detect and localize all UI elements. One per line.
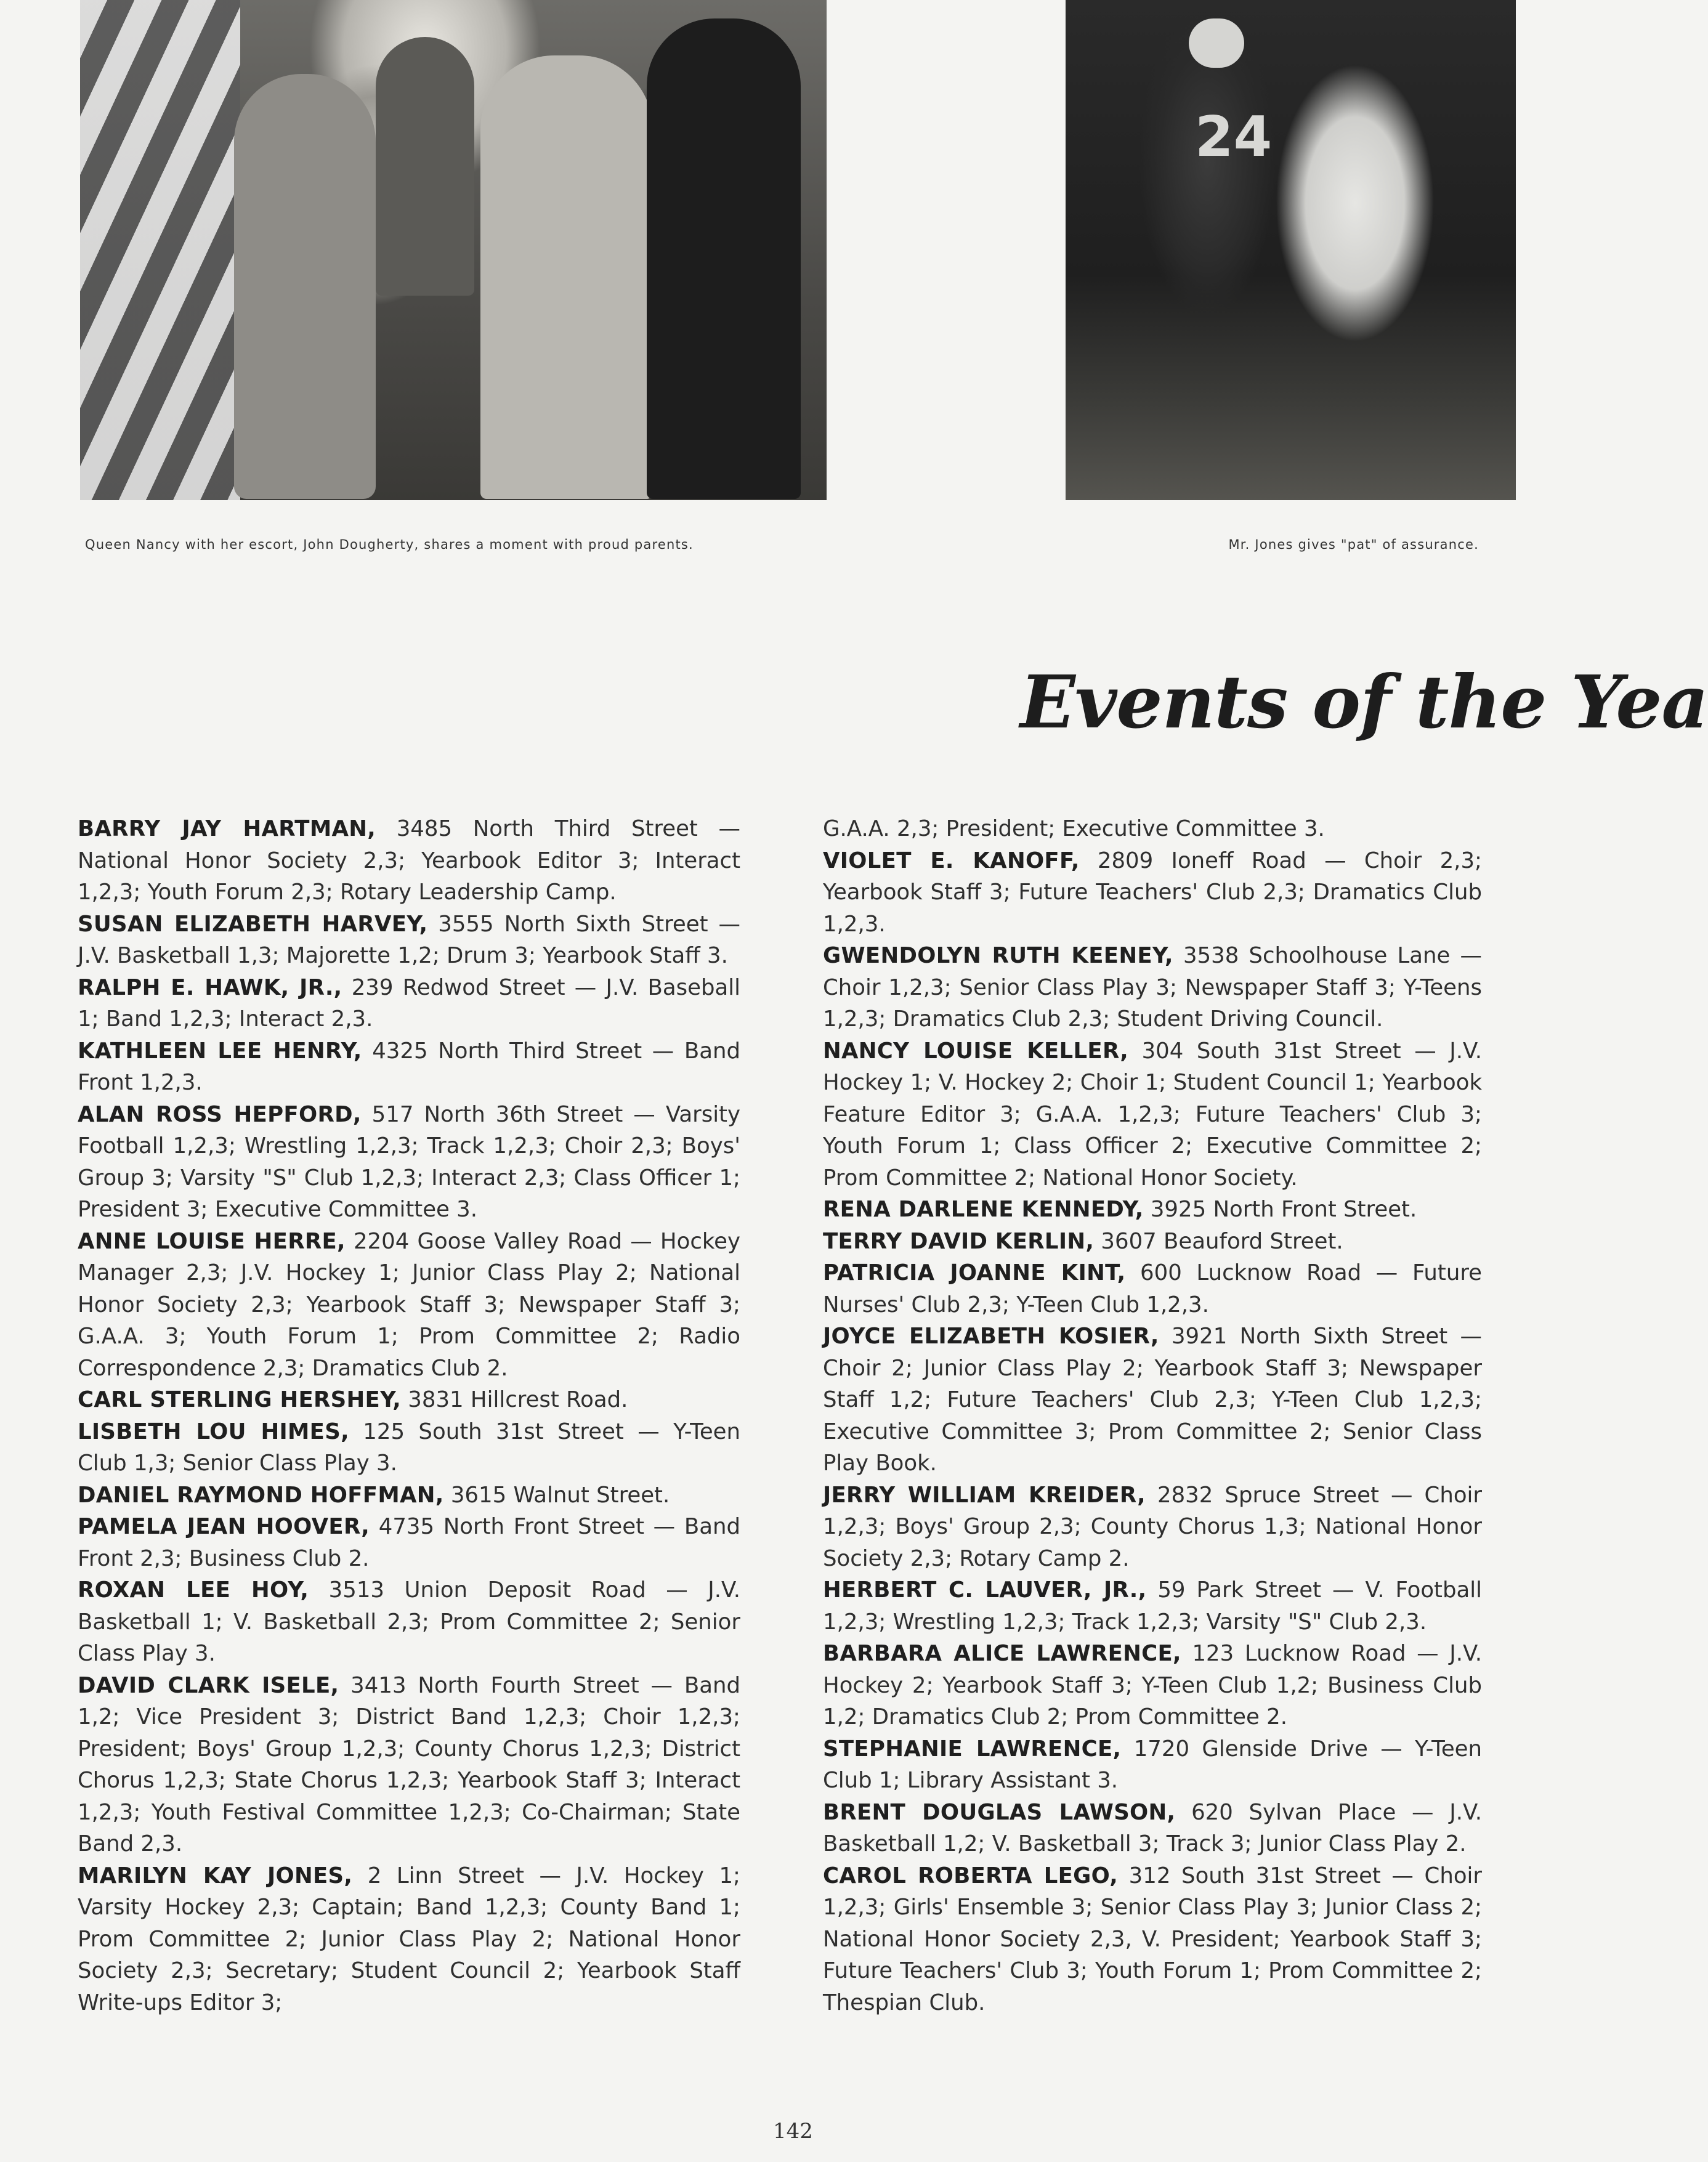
senior-entry [78,1574,740,1670]
senior-details: 517 North 36th Street — Varsity Football 1,2,3; Wrestling 1,2,3; Track 1,2,3; Choir 2,3; Boys' Group 3; Varsity "S" Club 1,2,3; Interact 2,3; Class Officer 1; President 3; Executive Committee 3. [78,1101,740,1222]
figure-queen [234,74,376,499]
senior-name: ANNE LOUISE HERRE, [78,1228,346,1254]
senior-details: 3555 North Sixth Street — J.V. Basketball 1,3; Majorette 1,2; Drum 3; Yearbook Staff 3. [78,911,741,968]
senior-name: BARBARA ALICE LAWRENCE, [823,1641,1181,1666]
senior-name: RALPH E. HAWK, JR., [78,974,342,1000]
senior-details: 2204 Goose Valley Road — Hockey Manager 2,3; J.V. Hockey 1; Junior Class Play 2; National Honor Society 2,3; Yearbook Staff 3; Newspaper Staff 3; G.A.A. 3; Youth Forum 1; Prom Committee 2; Radio Correspondence 2,3; Dramatics Club 2. [78,1228,740,1381]
senior-entry [823,1226,1482,1258]
senior-details: 4325 North Third Street — Band Front 1,2,3. [78,1038,740,1095]
senior-name: PATRICIA JOANNE KINT, [823,1260,1126,1285]
helmet [1189,18,1244,68]
senior-name: BRENT DOUGLAS LAWSON, [823,1799,1176,1825]
jersey-number: 24 [1195,105,1273,169]
senior-name: SUSAN ELIZABETH HARVEY, [78,911,428,937]
senior-name: VIOLET E. KANOFF, [823,848,1080,873]
senior-details: 2832 Spruce Street — Choir 1,2,3; Boys' Group 2,3; County Chorus 1,3; National Honor Society 2,3; Rotary Camp 2. [823,1482,1482,1571]
senior-details: 123 Lucknow Road — J.V. Hockey 2; Yearbook Staff 3; Y-Teen Club 1,2; Business Club 1,2; Dramatics Club 2; Prom Committee 2. [823,1641,1482,1730]
senior-details: 4735 North Front Street — Band Front 2,3; Business Club 2. [78,1514,740,1571]
senior-entry [823,1860,1482,2019]
senior-entry [78,1099,740,1226]
senior-details: 600 Lucknow Road — Future Nurses' Club 2,3; Y-Teen Club 1,2,3. [823,1260,1483,1318]
senior-name: KATHLEEN LEE HENRY, [78,1038,362,1064]
senior-entry [78,1416,740,1480]
senior-name: ALAN ROSS HEPFORD, [78,1101,362,1127]
senior-name: DAVID CLARK ISELE, [78,1672,339,1698]
senior-details: G.A.A. 2,3; President; Executive Committee 3. [823,816,1325,841]
figure-father [480,55,653,499]
senior-details: 3615 Walnut Street. [443,1482,670,1508]
senior-details: 59 Park Street — V. Football 1,2,3; Wrestling 1,2,3; Track 1,2,3; Varsity "S" Club 2,3. [823,1577,1482,1635]
senior-details: 2809 Ioneff Road — Choir 2,3; Yearbook Staff 3; Future Teachers' Club 2,3; Dramatics Club 1,2,3. [823,848,1482,937]
flag-bunting [80,0,240,500]
figure-escort [647,18,801,499]
senior-entry [823,1638,1482,1733]
section-title: Events of the Yea [1020,659,1708,745]
senior-entry [78,1226,740,1385]
senior-list-left-column [78,813,740,2018]
senior-name: RENA DARLENE KENNEDY, [823,1197,1144,1222]
senior-details: 3607 Beauford Street. [1094,1228,1343,1254]
senior-name: STEPHANIE LAWRENCE, [823,1736,1122,1762]
senior-details: 3925 North Front Street. [1143,1197,1417,1222]
senior-entry [78,972,740,1035]
senior-entry [823,1797,1482,1860]
senior-details: 3413 North Fourth Street — Band 1,2; Vice President 3; District Band 1,2,3; Choir 1,2,3; President; Boys' Group 1,2,3; County Chorus 1,2,3; District Chorus 1,2,3; State Chorus 1,2,3; Yearbook Staff 3; Interact 1,2,3; Youth Festival Committee 1,2,3; Co-Chairman; State Band 2,3. [78,1672,740,1856]
senior-list-right-column [823,813,1482,2018]
senior-details: 3921 North Sixth Street — Choir 2; Junior Class Play 2; Yearbook Staff 3; Newspaper Staff 1,2; Future Teachers' Club 2,3; Y-Teen Club 1,2,3; Executive Committee 3; Prom Committee 2; Senior Class Play Book. [823,1324,1482,1476]
senior-entry [78,813,740,909]
senior-name: GWENDOLYN RUTH KEENEY, [823,943,1173,968]
senior-entry [78,1384,740,1416]
senior-name: BARRY JAY HARTMAN, [78,816,376,841]
senior-name: DANIEL RAYMOND HOFFMAN, [78,1482,444,1508]
senior-details: 239 Redwod Street — J.V. Baseball 1; Band 1,2,3; Interact 2,3. [78,974,740,1032]
senior-entry [823,1574,1482,1638]
senior-name: NANCY LOUISE KELLER, [823,1038,1129,1064]
senior-name: JOYCE ELIZABETH KOSIER, [823,1324,1159,1349]
senior-details: 312 South 31st Street — Choir 1,2,3; Girls' Ensemble 3; Senior Class Play 3; Junior Class 2; National Honor Society 2,3, V. President; Yearbook Staff 3; Future Teachers' Club 3; Youth Forum 1; Prom Committee 2; Thespian Club. [823,1863,1482,2015]
senior-entry [78,1860,740,2019]
page-number: 142 [773,2119,813,2144]
senior-details: 2 Linn Street — J.V. Hockey 1; Varsity Hockey 2,3; Captain; Band 1,2,3; County Band 1; Prom Committee 2; Junior Class Play 2; National Honor Society 2,3; Secretary; Student Council 2; Yearbook Staff Write-ups Editor 3; [78,1863,740,2015]
senior-entry [78,1670,740,1860]
senior-details: 304 South 31st Street — J.V. Hockey 1; V. Hockey 2; Choir 1; Student Council 1; Yearbook Feature Editor 3; G.A.A. 1,2,3; Future Teachers' Club 3; Youth Forum 1; Class Officer 2; Executive Committee 2; Prom Committee 2; National Honor Society. [823,1038,1482,1191]
senior-entry [823,1035,1482,1194]
senior-name: CARL STERLING HERSHEY, [78,1387,401,1412]
figure-background-person [376,37,474,296]
senior-entry [823,1480,1482,1575]
senior-name: HERBERT C. LAUVER, JR., [823,1577,1147,1603]
senior-entry [823,1194,1482,1226]
senior-name: ROXAN LEE HOY, [78,1577,309,1603]
senior-entry [78,1511,740,1574]
senior-name: CAROL ROBERTA LEGO, [823,1863,1119,1889]
senior-details: 3538 Schoolhouse Lane — Choir 1,2,3; Senior Class Play 3; Newspaper Staff 3; Y-Teens 1,2,3; Dramatics Club 2,3; Student Driving Council. [823,943,1482,1032]
caption-left-photo: Queen Nancy with her escort, John Dougherty, shares a moment with proud parents. [85,537,694,552]
photo-homecoming-queen [80,0,827,500]
senior-entry [78,1480,740,1512]
senior-entry [78,909,740,972]
photo-football-player [1066,0,1516,500]
senior-entry [823,1257,1482,1321]
senior-details: 3831 Hillcrest Road. [401,1387,628,1412]
senior-entry [823,940,1482,1035]
caption-right-photo: Mr. Jones gives "pat" of assurance. [1228,537,1479,552]
senior-name: LISBETH LOU HIMES, [78,1419,349,1444]
senior-entry [823,1733,1482,1797]
senior-name: PAMELA JEAN HOOVER, [78,1514,370,1539]
senior-entry [78,1035,740,1099]
senior-entry [823,845,1482,941]
senior-name: MARILYN KAY JONES, [78,1863,353,1889]
senior-entry [823,813,1482,845]
senior-details: 3485 North Third Street — National Honor Society 2,3; Yearbook Editor 3; Interact 1,2,3; Youth Forum 2,3; Rotary Leadership Camp. [78,816,741,905]
senior-name: TERRY DAVID KERLIN, [823,1228,1095,1254]
senior-name: JERRY WILLIAM KREIDER, [823,1482,1146,1508]
senior-details: 125 South 31st Street — Y-Teen Club 1,3; Senior Class Play 3. [78,1419,740,1476]
senior-details: 1720 Glenside Drive — Y-Teen Club 1; Library Assistant 3. [823,1736,1482,1793]
senior-details: 620 Sylvan Place — J.V. Basketball 1,2; V. Basketball 3; Track 3; Junior Class Play 2. [823,1799,1483,1856]
senior-entry [823,1321,1482,1480]
senior-details: 3513 Union Deposit Road — J.V. Basketball 1; V. Basketball 2,3; Prom Committee 2; Senior Class Play 3. [78,1577,740,1666]
